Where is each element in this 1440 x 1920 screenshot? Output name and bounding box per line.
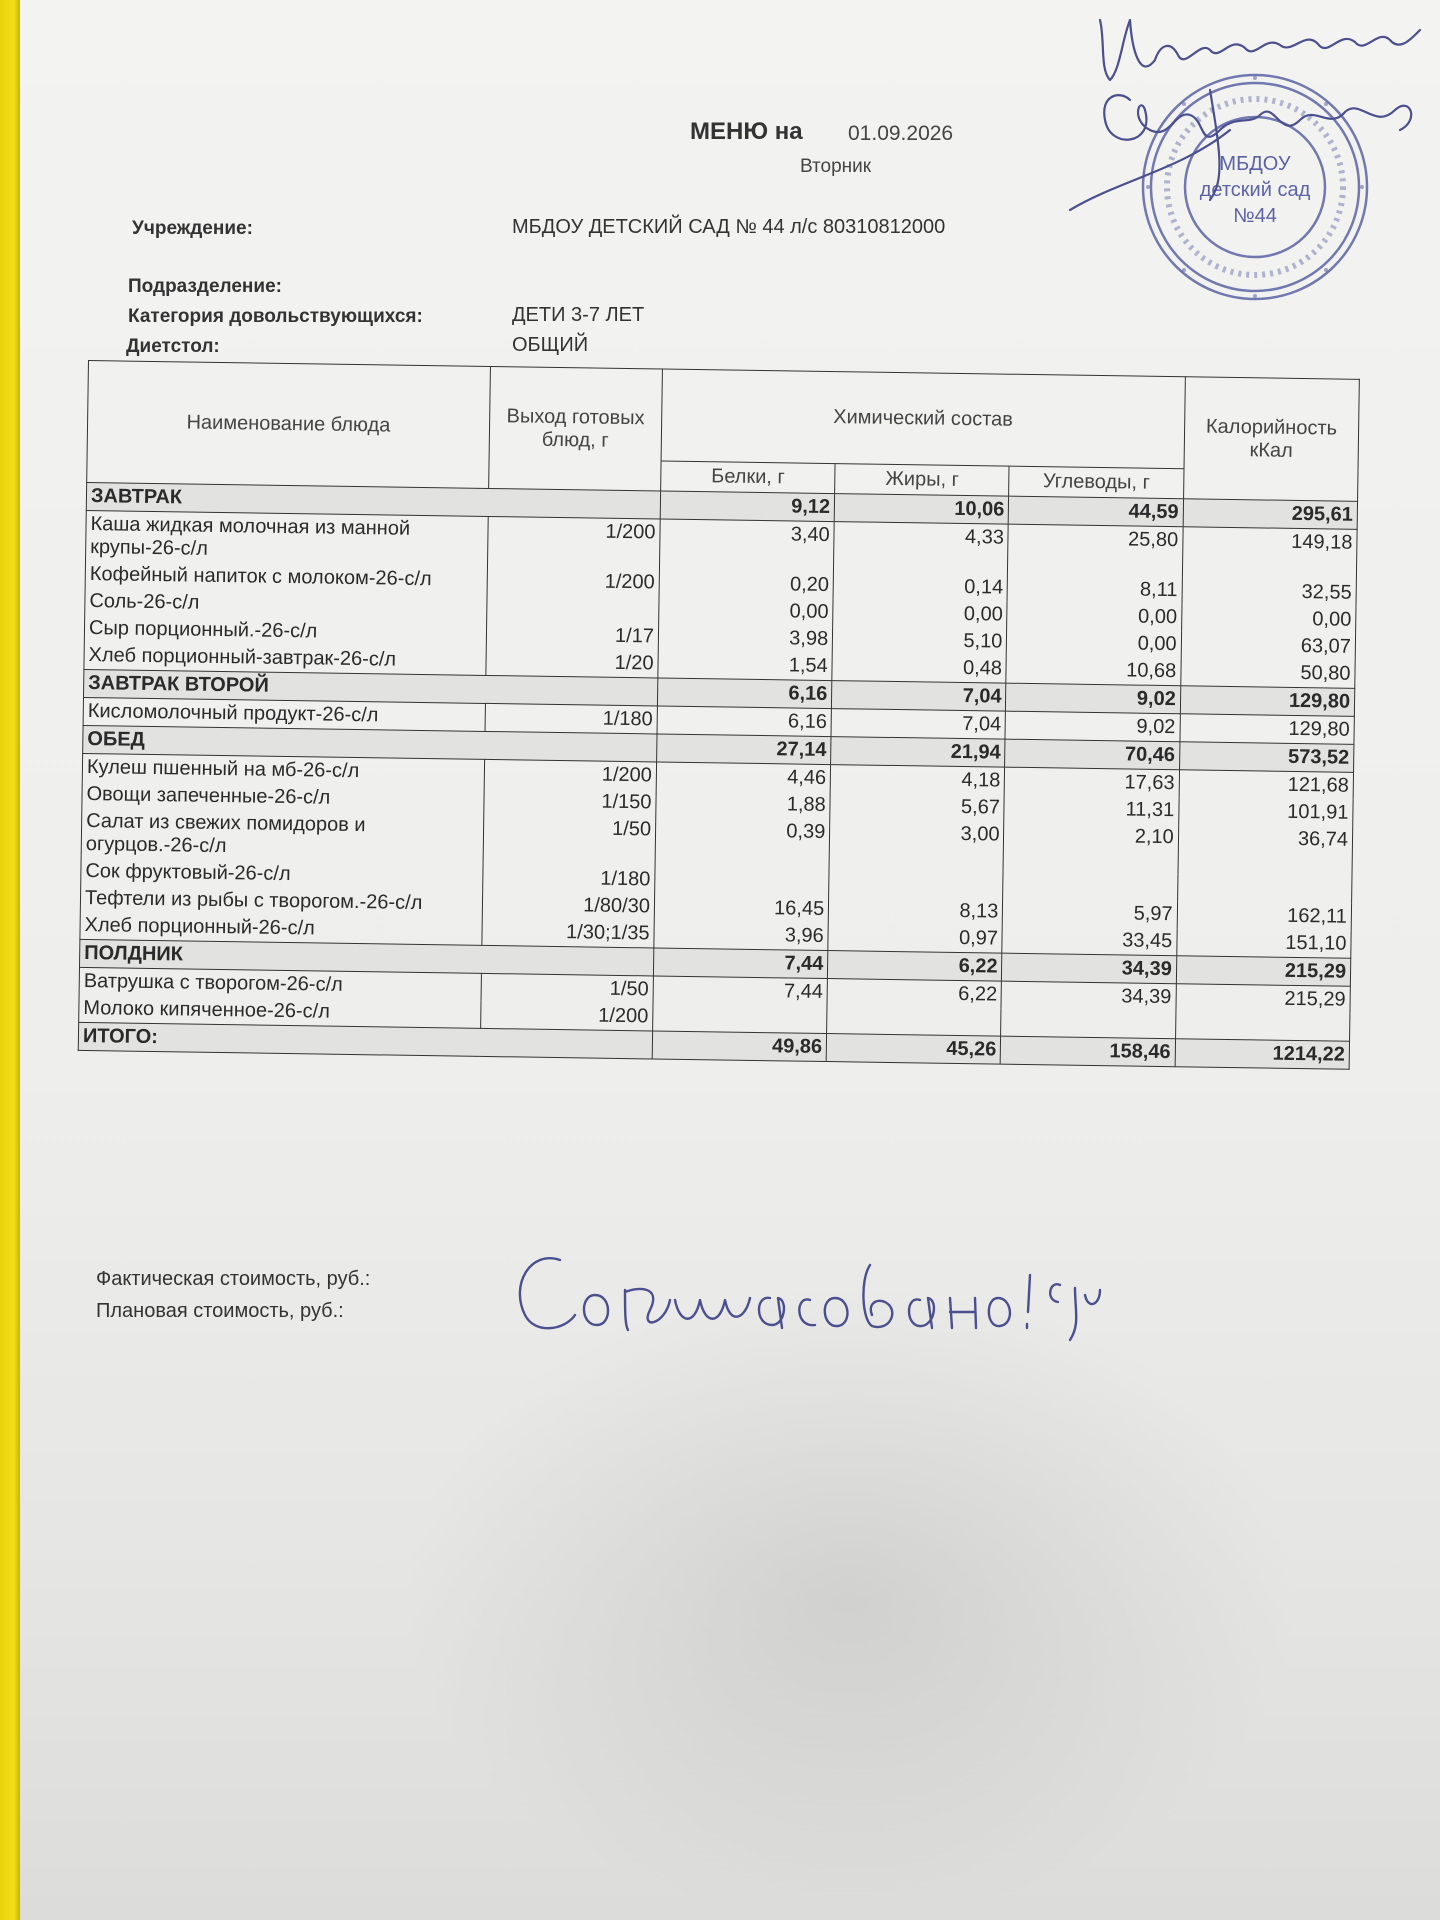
- dish-calories: 32,55: [1182, 577, 1357, 607]
- section-total-proteins: 27,14: [657, 734, 832, 765]
- dish-carbs: 33,45: [1002, 926, 1177, 956]
- dish-output: 1/17: [486, 621, 659, 651]
- section-total-carbs: 9,02: [1006, 683, 1181, 714]
- dish-fats: 0,14: [833, 572, 1008, 602]
- section-total-proteins: 7,44: [653, 948, 828, 979]
- dish-fats: 0,97: [828, 923, 1003, 953]
- dish-name: Овощи запеченные-26-с/л: [82, 781, 484, 814]
- dish-calories: 50,80: [1181, 658, 1356, 688]
- seal-text-line-2: детский сад: [1199, 179, 1311, 201]
- dish-fats: 5,10: [832, 626, 1007, 656]
- dish-carbs: 0,00: [1007, 602, 1182, 632]
- dish-proteins: [653, 1003, 828, 1033]
- grand-total-fats: 45,26: [826, 1034, 1001, 1065]
- dish-calories: 129,80: [1180, 714, 1355, 745]
- header-calories: Калорийность кКал: [1183, 377, 1359, 502]
- dish-calories: 101,91: [1178, 797, 1353, 827]
- dish-proteins: [655, 866, 830, 896]
- diet-value: ОБЩИЙ: [512, 334, 589, 356]
- dish-carbs: 9,02: [1005, 711, 1180, 742]
- actual-cost-label: Фактическая стоимость, руб.:: [96, 1268, 371, 1290]
- seal-text-line-3: №44: [1233, 205, 1277, 227]
- dish-proteins: 0,00: [659, 596, 834, 626]
- dish-output: 1/50: [483, 814, 656, 867]
- dish-output: 1/30;1/35: [482, 918, 655, 948]
- dish-calories: 162,11: [1177, 901, 1352, 931]
- dish-name: Салат из свежих помидоров и огурцов.-26-с/л: [81, 808, 483, 864]
- grand-total-carbs: 158,46: [1001, 1036, 1176, 1067]
- menu-date: 01.09.2026: [848, 122, 954, 145]
- dish-calories: [1177, 874, 1352, 904]
- dish-name: Сок фруктовый-26-с/л: [81, 858, 483, 891]
- dish-output: [486, 594, 659, 624]
- category-value: ДЕТИ 3-7 ЛЕТ: [512, 304, 645, 326]
- dish-proteins: 6,16: [657, 706, 832, 737]
- diet-label: Диетстол:: [126, 336, 220, 357]
- dish-fats: 0,48: [832, 653, 1007, 683]
- section-total-proteins: 6,16: [657, 678, 832, 709]
- section-name: ЗАВТРАК ВТОРОЙ: [83, 669, 657, 706]
- dish-proteins: 0,39: [655, 816, 830, 869]
- dish-name: Тефтели из рыбы с творогом.-26-с/л: [80, 885, 482, 918]
- dish-carbs: 11,31: [1004, 795, 1179, 825]
- photo-shadow: [400, 1280, 1300, 1920]
- section-total-carbs: 70,46: [1005, 739, 1180, 770]
- dish-proteins: 1,54: [658, 650, 833, 680]
- dish-fats: [827, 1006, 1002, 1036]
- dish-output: 1/180: [485, 703, 658, 734]
- dish-output: 1/180: [482, 864, 655, 894]
- dish-output: 1/200: [487, 516, 660, 569]
- section-total-carbs: 44,59: [1009, 496, 1184, 527]
- dish-carbs: [1001, 1009, 1176, 1039]
- dish-fats: 7,04: [831, 709, 1006, 740]
- dish-carbs: 5,97: [1003, 899, 1178, 929]
- dish-proteins: 7,44: [653, 976, 828, 1006]
- section-name: ПОЛДНИК: [79, 939, 653, 976]
- header-carbs: Углеводы, г: [1009, 466, 1184, 499]
- dish-proteins: 16,45: [654, 893, 829, 923]
- dish-output: 1/20: [486, 648, 659, 678]
- planned-cost-label: Плановая стоимость, руб.:: [96, 1300, 344, 1322]
- dish-output: 1/50: [481, 973, 654, 1003]
- menu-title: МЕНЮ на: [690, 118, 803, 145]
- dish-fats: 0,00: [833, 599, 1008, 629]
- dish-carbs: 8,11: [1008, 575, 1183, 605]
- dish-calories: 151,10: [1177, 928, 1352, 958]
- dish-carbs: 0,00: [1007, 629, 1182, 659]
- dish-name: Хлеб порционный-26-с/л: [80, 912, 482, 945]
- section-total-carbs: 34,39: [1002, 953, 1177, 984]
- header-chemical: Химический состав: [661, 369, 1185, 469]
- dish-name: Кулеш пшенный на мб-26-с/л: [82, 753, 484, 786]
- section-name: ЗАВТРАК: [86, 482, 660, 519]
- section-total-calories: 295,61: [1183, 499, 1358, 530]
- yellow-background-edge: [0, 0, 20, 1920]
- dish-carbs: 34,39: [1001, 981, 1176, 1011]
- section-total-proteins: 9,12: [660, 491, 835, 522]
- dish-carbs: [1003, 872, 1178, 902]
- grand-total-proteins: 49,86: [652, 1031, 827, 1062]
- dish-calories: [1175, 1011, 1350, 1041]
- dish-output: 1/200: [484, 759, 657, 789]
- division-label: Подразделение:: [128, 276, 282, 297]
- section-total-fats: 21,94: [831, 737, 1006, 768]
- dish-carbs: 17,63: [1005, 767, 1180, 797]
- dish-calories: 0,00: [1181, 604, 1356, 634]
- dish-calories: 36,74: [1178, 824, 1353, 877]
- dish-fats: 8,13: [828, 896, 1003, 926]
- dish-name: Каша жидкая молочная из манной крупы-26-с/л: [86, 510, 489, 566]
- dish-fats: [829, 869, 1004, 899]
- dish-fats: 6,22: [827, 979, 1002, 1009]
- dish-output: 1/200: [487, 567, 660, 597]
- dish-name: Сыр порционный.-26-с/л: [84, 615, 486, 648]
- header-dish-name: Наименование блюда: [87, 361, 491, 489]
- dish-name: Ватрушка с творогом-26-с/л: [79, 967, 481, 1000]
- dish-calories: 63,07: [1181, 631, 1356, 661]
- dish-name: Соль-26-с/л: [85, 588, 487, 621]
- header-fats: Жиры, г: [835, 464, 1010, 497]
- dish-proteins: 3,96: [654, 920, 829, 950]
- dish-calories: 215,29: [1176, 984, 1351, 1014]
- category-label: Категория довольствующихся:: [128, 306, 423, 327]
- dish-calories: 149,18: [1182, 527, 1357, 580]
- seal-text-line-1: МБДОУ: [1219, 153, 1291, 175]
- menu-weekday: Вторник: [800, 156, 872, 177]
- header-output: Выход готовых блюд, г: [488, 366, 662, 491]
- dish-fats: 3,00: [829, 819, 1004, 872]
- dish-proteins: 3,40: [659, 519, 834, 572]
- institution-value: МБДОУ ДЕТСКИЙ САД № 44 л/с 80310812000: [512, 216, 946, 238]
- dish-calories: 121,68: [1179, 770, 1354, 800]
- dish-name: Кофейный напиток с молоком-26-с/л: [85, 561, 487, 594]
- dish-carbs: 10,68: [1006, 656, 1181, 686]
- dish-name: Кисломолочный продукт-26-с/л: [83, 697, 485, 731]
- dish-proteins: 4,46: [656, 762, 831, 792]
- dish-proteins: 1,88: [656, 789, 831, 819]
- dish-proteins: 3,98: [658, 623, 833, 653]
- dish-output: 1/80/30: [482, 891, 655, 921]
- institution-label: Учреждение:: [132, 218, 253, 239]
- approval-signature: [1060, 0, 1440, 250]
- section-total-calories: 129,80: [1180, 686, 1355, 717]
- dish-fats: 4,18: [830, 765, 1005, 795]
- section-name: ОБЕД: [83, 725, 657, 762]
- dish-carbs: 2,10: [1003, 822, 1178, 875]
- dish-name: Хлеб порционный-завтрак-26-с/л: [84, 642, 486, 675]
- dish-name: Молоко кипяченное-26-с/л: [79, 995, 481, 1028]
- dish-proteins: 0,20: [659, 570, 834, 600]
- section-total-fats: 7,04: [832, 681, 1007, 712]
- dish-output: 1/150: [484, 787, 657, 817]
- header-proteins: Белки, г: [661, 461, 836, 494]
- dish-fats: 5,67: [830, 792, 1005, 822]
- dish-carbs: 25,80: [1008, 524, 1183, 577]
- dish-fats: 4,33: [834, 522, 1009, 575]
- menu-table: [78, 360, 1360, 1070]
- section-total-fats: 6,22: [828, 951, 1003, 982]
- section-total-calories: 573,52: [1179, 742, 1354, 773]
- dish-output: 1/200: [480, 1001, 653, 1031]
- grand-total-label: ИТОГО:: [78, 1022, 652, 1059]
- menu-table-body: [78, 482, 1357, 1069]
- section-total-calories: 215,29: [1176, 956, 1351, 987]
- agreed-signature: [500, 1240, 1120, 1350]
- grand-total-calories: 1214,22: [1175, 1039, 1350, 1070]
- section-total-fats: 10,06: [834, 494, 1009, 525]
